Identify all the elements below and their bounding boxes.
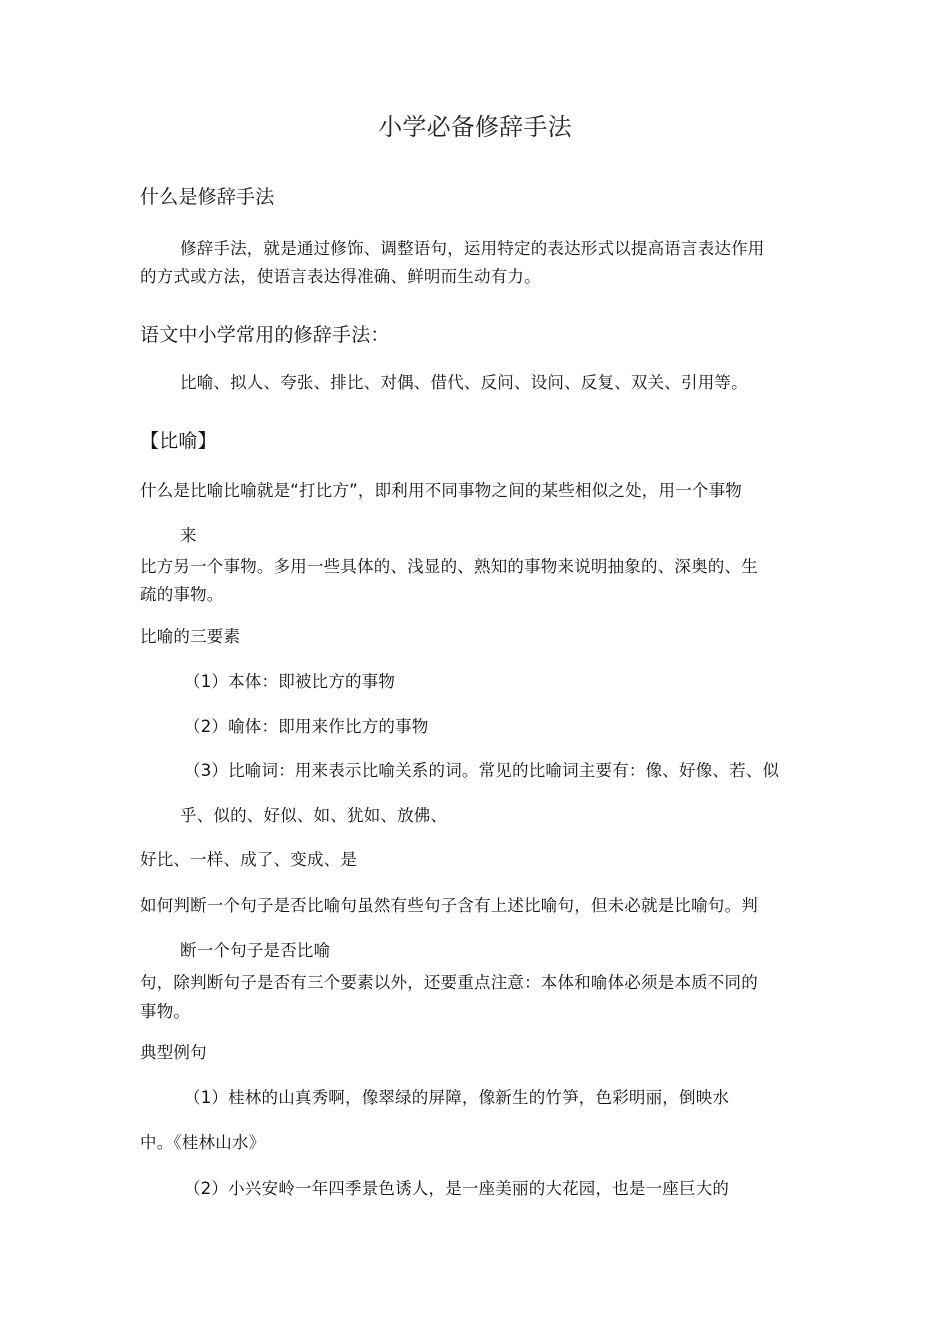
metaphor-definition-line-3: 比方另一个事物。多用一些具体的、浅显的、熟知的事物来说明抽象的、深奥的、生 [140, 557, 758, 576]
section-heading-what-is-rhetoric: 什么是修辞手法 [140, 186, 275, 208]
judge-line-1: 如何判断一个句子是否比喻句虽然有些句子含有上述比喻句，但未必就是比喻句。判 [140, 896, 758, 915]
element-3-line-1: （3）比喻词：用来表示比喻关系的词。常见的比喻词主要有：像、好像、若、似 [184, 761, 780, 780]
metaphor-definition-line-1: 什么是比喻比喻就是“打比方”，即利用不同事物之间的某些相似之处，用一个事物 [140, 481, 742, 500]
metaphor-heading: 【比喻】 [140, 430, 217, 452]
element-3-line-3: 好比、一样、成了、变成、是 [140, 850, 358, 869]
example-1-line-1: （1）桂林的山真秀啊，像翠绿的屏障，像新生的竹笋，色彩明丽，倒映水 [184, 1088, 730, 1107]
metaphor-definition-line-2: 来 [180, 526, 197, 545]
examples-heading: 典型例句 [140, 1043, 207, 1062]
section-heading-common-devices: 语文中小学常用的修辞手法： [140, 324, 390, 346]
example-2-line-1: （2）小兴安岭一年四季景色诱人，是一座美丽的大花园，也是一座巨大的 [184, 1179, 730, 1198]
judge-line-2: 断一个句子是否比喻 [180, 941, 331, 960]
element-1: （1）本体：即被比方的事物 [184, 672, 396, 691]
definition-line-2: 的方式或方法，使语言表达得准确、鲜明而生动有力。 [140, 267, 541, 286]
element-2: （2）喻体：即用来作比方的事物 [184, 717, 429, 736]
definition-line-1: 修辞手法，就是通过修饰、调整语句，运用特定的表达形式以提高语言表达作用 [180, 239, 765, 258]
judge-line-3: 句，除判断句子是否有三个要素以外，还要重点注意：本体和喻体必须是本质不同的 [140, 973, 758, 992]
elements-heading: 比喻的三要素 [140, 627, 241, 646]
document-title: 小学必备修辞手法 [378, 113, 572, 141]
metaphor-definition-line-4: 疏的事物。 [140, 585, 224, 604]
example-1-line-2: 中。《桂林山水》 [140, 1133, 266, 1152]
element-3-line-2: 乎、似的、好似、如、犹如、放佛、 [180, 806, 448, 825]
judge-line-4: 事物。 [140, 1002, 191, 1021]
devices-list: 比喻、拟人、夸张、排比、对偶、借代、反问、设问、反复、双关、引用等。 [180, 373, 748, 392]
